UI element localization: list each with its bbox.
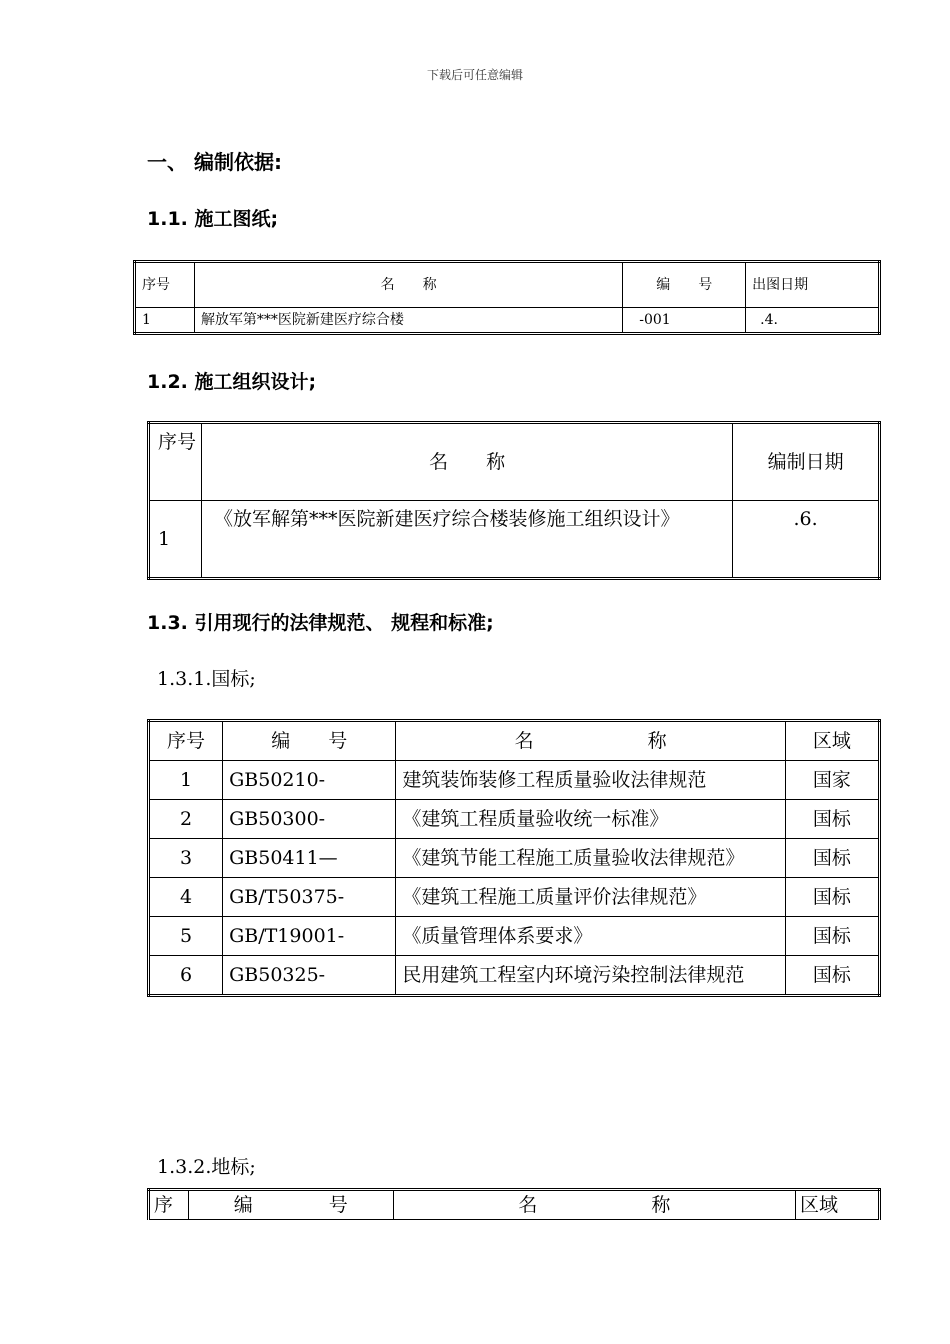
cell-seq: 4 <box>149 878 223 917</box>
cell-region: 国标 <box>785 839 879 878</box>
header-cell: 区域 <box>785 721 879 761</box>
table-row <box>149 501 880 579</box>
header-cell: 序号 <box>135 262 195 308</box>
cell-code: GB50210- <box>223 761 396 800</box>
cell-seq: 3 <box>149 839 223 878</box>
cell-date: .4. <box>746 308 880 334</box>
cell-name: 建筑装饰装修工程质量验收法律规范 <box>396 761 786 800</box>
cell-name: 《质量管理体系要求》 <box>396 917 786 956</box>
cell-seq: 1 <box>149 761 223 800</box>
cell-code: -001 <box>623 308 746 334</box>
header-cell: 名 称 <box>194 262 622 308</box>
header-cell: 编 号 <box>223 721 396 761</box>
section-title-construction-design: 1.2. 施工组织设计; <box>147 371 317 393</box>
table-header-row <box>149 721 880 761</box>
table-row <box>149 956 880 996</box>
cell-region: 国标 <box>785 917 879 956</box>
table-header-row <box>149 1190 880 1220</box>
local-standards-table <box>147 1188 881 1220</box>
section-heading-basis: 一、 编制依据: <box>147 150 282 174</box>
header-cell: 序号 <box>149 721 223 761</box>
subsection-title-national: 1.3.1.国标; <box>157 668 256 690</box>
header-cell: 区域 <box>795 1190 879 1220</box>
cell-name: 解放军第***医院新建医疗综合楼 <box>194 308 622 334</box>
cell-seq: 1 <box>135 308 195 334</box>
cell-code: GB50300- <box>223 800 396 839</box>
cell-region: 国标 <box>785 956 879 996</box>
cell-region: 国标 <box>785 800 879 839</box>
header-cell: 序 <box>149 1190 189 1220</box>
header-cell: 名 称 <box>393 1190 795 1220</box>
drawings-table <box>133 260 881 335</box>
header-cell: 编 号 <box>623 262 746 308</box>
table-row <box>149 800 880 839</box>
cell-seq: 5 <box>149 917 223 956</box>
cell-name: 民用建筑工程室内环境污染控制法律规范 <box>396 956 786 996</box>
cell-seq: 2 <box>149 800 223 839</box>
national-standards-table <box>147 719 881 997</box>
table-row <box>149 878 880 917</box>
cell-region: 国标 <box>785 878 879 917</box>
cell-name: 《建筑工程施工质量评价法律规范》 <box>396 878 786 917</box>
cell-code: GB/T50375- <box>223 878 396 917</box>
table-row <box>149 761 880 800</box>
table-row <box>135 308 880 334</box>
header-cell: 出图日期 <box>746 262 880 308</box>
cell-code: GB50411— <box>223 839 396 878</box>
table-row <box>149 839 880 878</box>
cell-seq: 6 <box>149 956 223 996</box>
construction-design-table <box>147 421 881 580</box>
header-cell: 名 称 <box>396 721 786 761</box>
table-header-row <box>149 423 880 501</box>
section-title-drawings: 1.1. 施工图纸; <box>147 208 279 230</box>
cell-name: 《建筑工程质量验收统一标准》 <box>396 800 786 839</box>
cell-date: .6. <box>733 501 880 579</box>
watermark: 下载后可任意编辑 <box>426 68 523 82</box>
header-cell: 编制日期 <box>733 423 880 501</box>
section-title-standards: 1.3. 引用现行的法律规范、 规程和标准; <box>147 612 494 634</box>
cell-code: GB50325- <box>223 956 396 996</box>
cell-name: 《建筑节能工程施工质量验收法律规范》 <box>396 839 786 878</box>
cell-seq: 1 <box>149 501 202 579</box>
header-cell: 编 号 <box>188 1190 393 1220</box>
cell-region: 国家 <box>785 761 879 800</box>
subsection-title-local: 1.3.2.地标; <box>157 1156 256 1178</box>
cell-name: 《放军解第***医院新建医疗综合楼装修施工组织设计》 <box>202 501 733 579</box>
table-row <box>149 917 880 956</box>
header-cell: 序号 <box>149 423 202 501</box>
table-header-row <box>135 262 880 308</box>
cell-code: GB/T19001- <box>223 917 396 956</box>
header-cell: 名 称 <box>202 423 733 501</box>
